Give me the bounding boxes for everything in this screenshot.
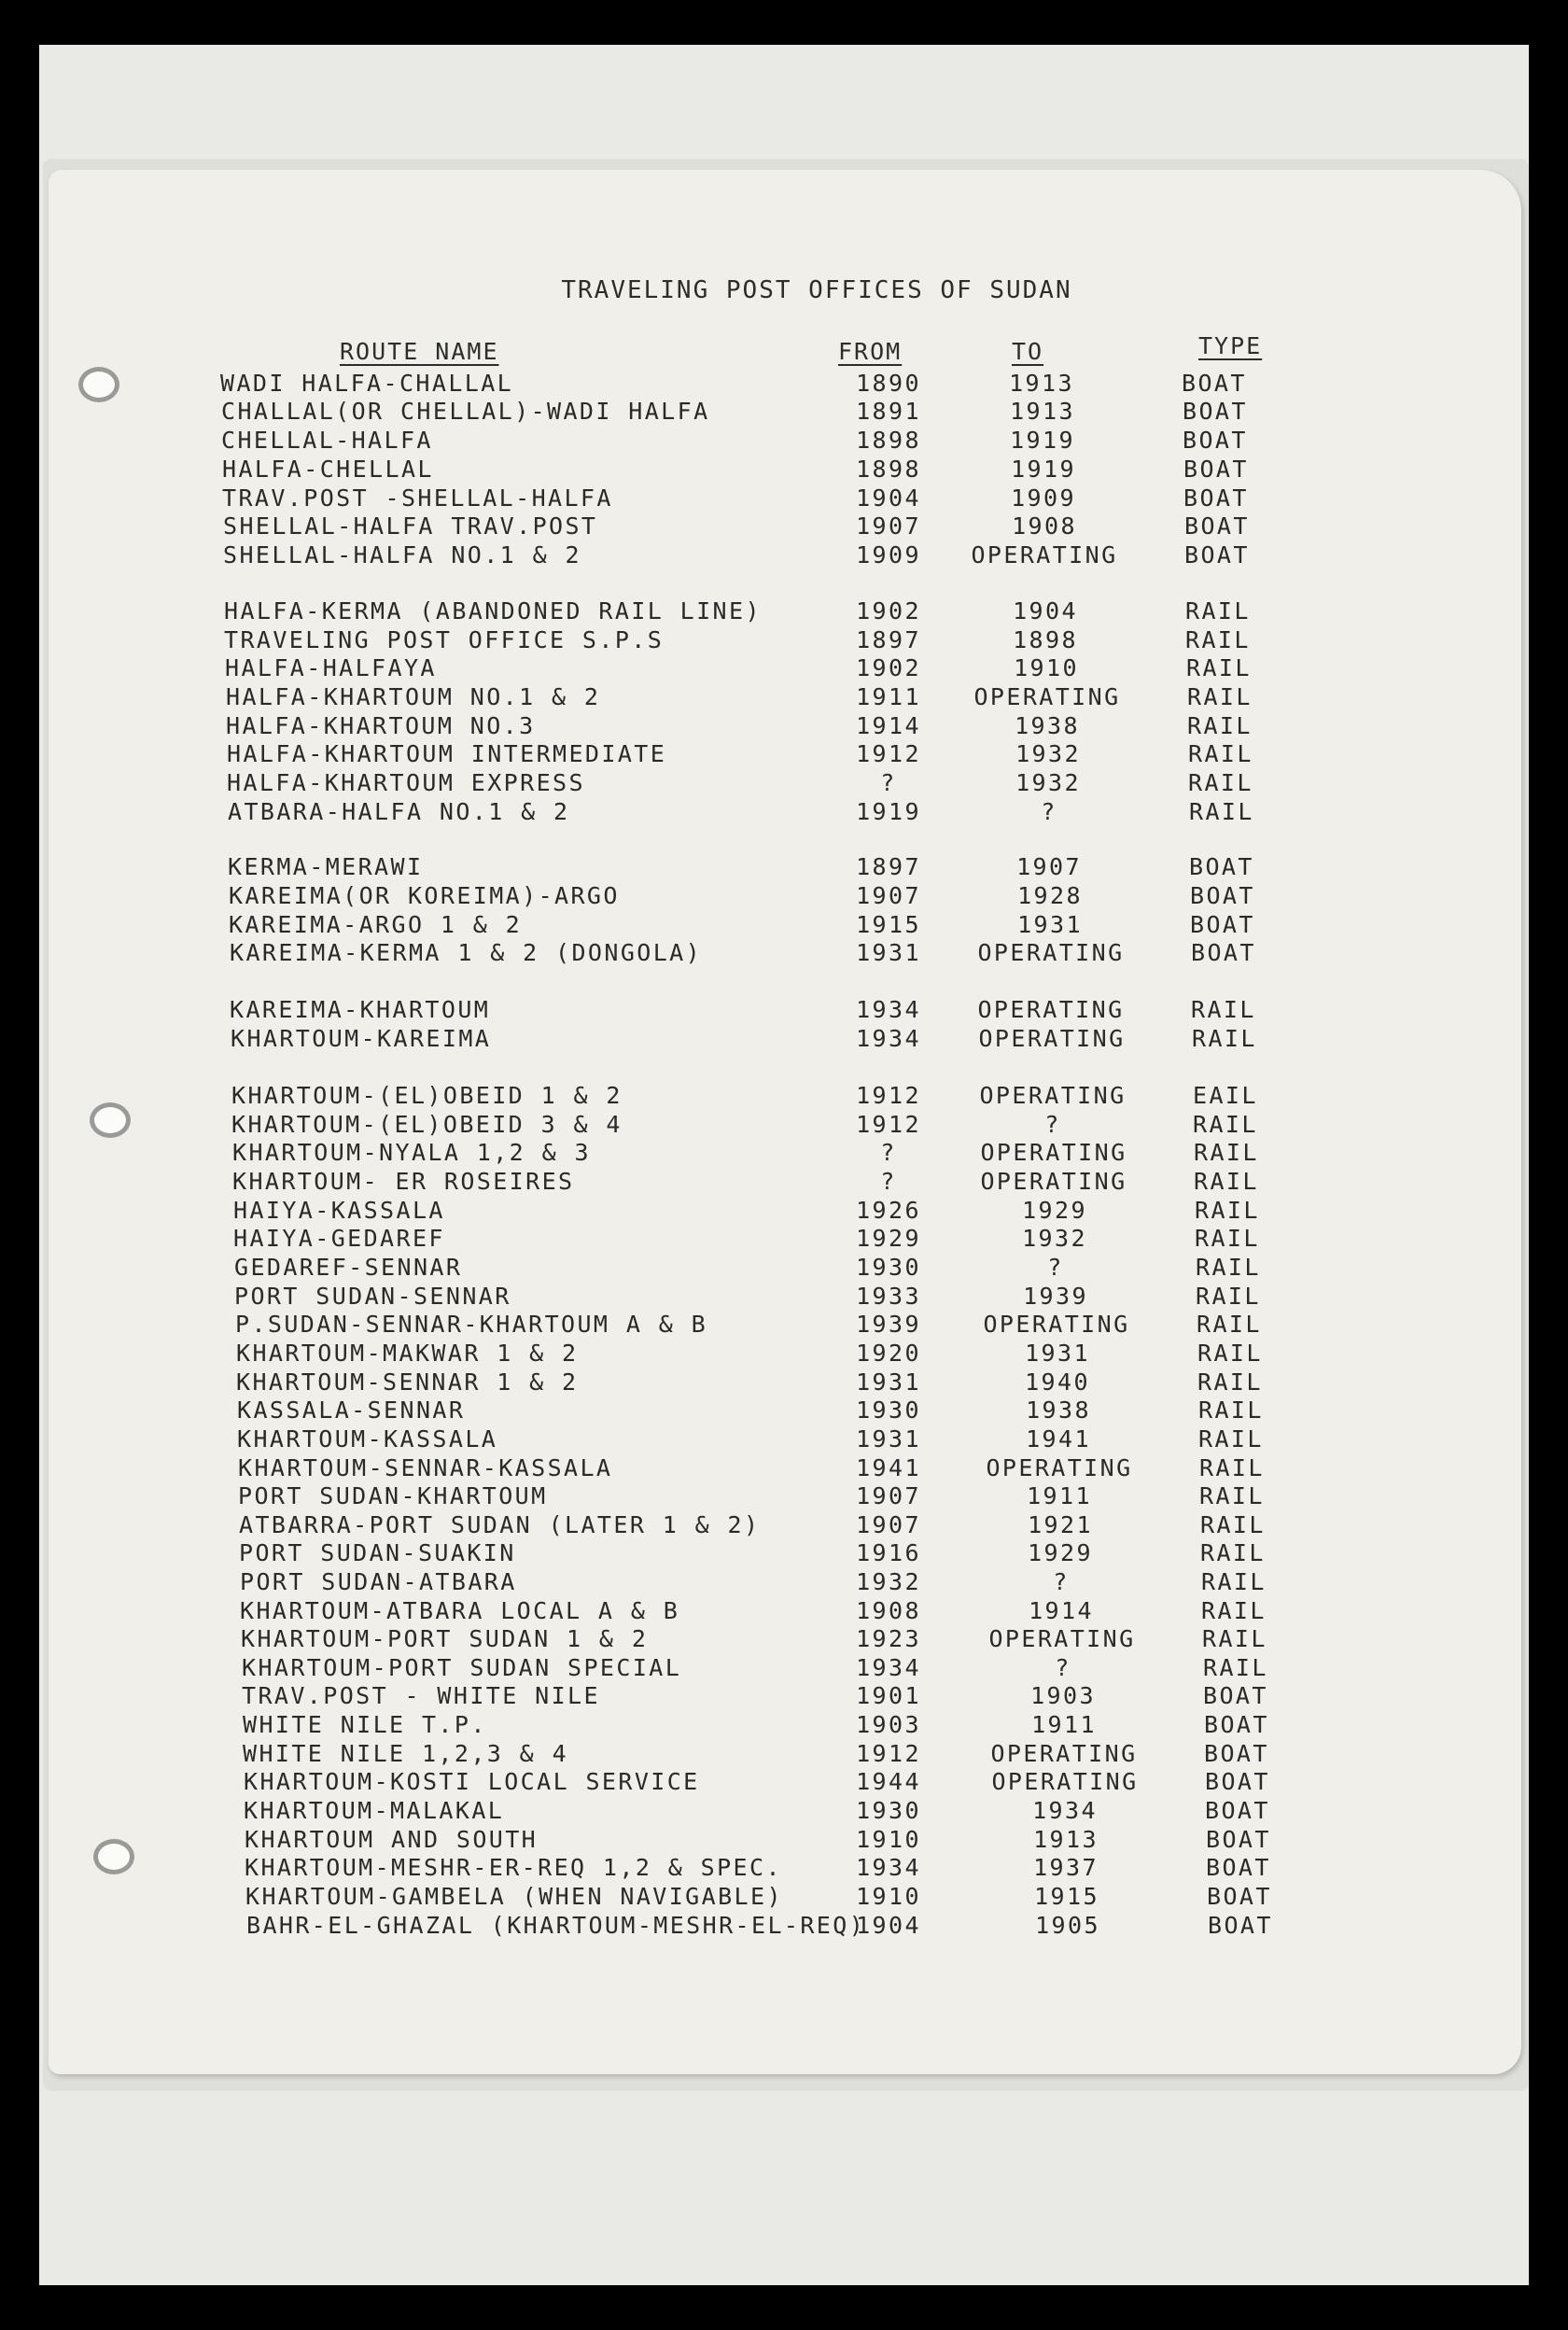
route-name-cell: PORT SUDAN-ATBARA — [240, 1568, 517, 1595]
to-year-cell: OPERATING — [980, 1168, 1127, 1195]
from-year-cell: 1907 — [856, 512, 921, 540]
from-year-cell: 1914 — [856, 712, 921, 739]
to-year-cell: 1903 — [1030, 1682, 1096, 1709]
from-year-cell: 1939 — [856, 1311, 921, 1338]
type-cell: RAIL — [1186, 654, 1252, 681]
table-row — [238, 1482, 1321, 1510]
to-year-cell: 1919 — [1010, 427, 1075, 454]
table-row — [236, 1340, 1319, 1368]
table-row — [231, 1082, 1314, 1110]
to-year-cell: OPERATING — [980, 1139, 1127, 1166]
from-year-cell: 1890 — [856, 370, 921, 397]
table-row — [232, 1168, 1315, 1196]
to-year-cell: 1904 — [1013, 597, 1078, 625]
type-cell: RAIL — [1196, 1283, 1261, 1310]
from-year-cell: 1941 — [856, 1454, 921, 1481]
type-cell: BOAT — [1191, 939, 1256, 966]
table-row — [228, 853, 1310, 881]
table-row — [239, 1539, 1322, 1567]
type-cell: RAIL — [1194, 1168, 1259, 1195]
to-year-cell: 1915 — [1034, 1883, 1099, 1910]
type-cell: BOAT — [1205, 1768, 1270, 1795]
header-route-name: ROUTE NAME — [340, 338, 499, 365]
table-row — [240, 1597, 1323, 1625]
type-cell: RAIL — [1201, 1568, 1267, 1595]
table-row — [238, 1454, 1321, 1482]
from-year-cell: 1926 — [856, 1197, 921, 1224]
table-row — [233, 1197, 1316, 1225]
route-name-cell: KHARTOUM AND SOUTH — [245, 1826, 539, 1853]
type-cell: BOAT — [1183, 427, 1248, 454]
route-name-cell: KHARTOUM-ATBARA LOCAL A & B — [240, 1597, 680, 1624]
type-cell: RAIL — [1198, 1425, 1264, 1453]
to-year-cell: ? — [1044, 1111, 1061, 1138]
type-cell: RAIL — [1196, 1254, 1261, 1281]
type-cell: RAIL — [1200, 1539, 1266, 1566]
from-year-cell: 1910 — [856, 1826, 921, 1853]
to-year-cell: 1934 — [1032, 1797, 1098, 1824]
to-year-cell: 1919 — [1011, 456, 1076, 483]
table-row — [244, 1797, 1326, 1825]
to-year-cell: 1931 — [1025, 1340, 1090, 1367]
to-year-cell: 1908 — [1012, 512, 1077, 540]
to-year-cell: 1913 — [1010, 398, 1075, 425]
to-year-cell: OPERATING — [990, 1740, 1138, 1767]
from-year-cell: 1909 — [856, 541, 921, 568]
type-cell: RAIL — [1193, 1111, 1258, 1138]
from-year-cell: ? — [880, 1139, 897, 1166]
table-row — [235, 1311, 1318, 1339]
table-row — [243, 1740, 1325, 1768]
from-year-cell: 1930 — [856, 1397, 921, 1424]
table-row — [226, 712, 1309, 740]
to-year-cell: 1921 — [1028, 1511, 1093, 1538]
table-row — [240, 1568, 1323, 1596]
route-name-cell: TRAV.POST - WHITE NILE — [242, 1682, 600, 1709]
type-cell: RAIL — [1195, 1225, 1260, 1252]
type-cell: BOAT — [1183, 484, 1249, 512]
table-row — [239, 1511, 1322, 1539]
route-name-cell: KHARTOUM- ER ROSEIRES — [232, 1168, 575, 1195]
from-year-cell: 1897 — [856, 626, 921, 653]
table-row — [228, 798, 1310, 826]
type-cell: EAIL — [1193, 1082, 1258, 1109]
from-year-cell: 1929 — [856, 1225, 921, 1252]
from-year-cell: 1891 — [856, 398, 921, 425]
table-row — [221, 427, 1304, 455]
table-row — [224, 597, 1307, 625]
to-year-cell: 1937 — [1033, 1854, 1099, 1881]
route-name-cell: KAREIMA(OR KOREIMA)-ARGO — [229, 882, 620, 909]
from-year-cell: 1920 — [856, 1340, 921, 1367]
to-year-cell: OPERATING — [973, 683, 1121, 710]
route-name-cell: BAHR-EL-GHAZAL (KHARTOUM-MESHR-EL-REQ) — [246, 1912, 866, 1939]
header-to: TO — [1012, 338, 1044, 365]
route-name-cell: KHARTOUM-PORT SUDAN 1 & 2 — [241, 1625, 649, 1652]
to-year-cell: 1938 — [1026, 1397, 1091, 1424]
to-year-cell: OPERATING — [979, 1082, 1127, 1109]
type-cell: RAIL — [1185, 597, 1251, 625]
type-cell: BOAT — [1184, 512, 1250, 540]
from-year-cell: 1931 — [856, 1425, 921, 1453]
table-row — [246, 1912, 1329, 1940]
from-year-cell: 1904 — [856, 1912, 921, 1939]
table-row — [224, 626, 1307, 654]
to-year-cell: 1931 — [1017, 911, 1083, 938]
type-cell: BOAT — [1182, 370, 1247, 397]
table-row — [230, 939, 1312, 967]
table-row — [227, 769, 1309, 797]
type-cell: BOAT — [1208, 1912, 1273, 1939]
to-year-cell: 1914 — [1029, 1597, 1094, 1624]
from-year-cell: 1934 — [856, 1654, 921, 1681]
route-name-cell: KHARTOUM-(EL)OBEID 1 & 2 — [231, 1082, 623, 1109]
to-year-cell: ? — [1053, 1568, 1070, 1595]
table-row — [234, 1254, 1317, 1282]
to-year-cell: 1928 — [1017, 882, 1083, 909]
type-cell: RAIL — [1191, 996, 1256, 1023]
route-name-cell: HAIYA-GEDAREF — [233, 1225, 445, 1252]
table-row — [231, 1111, 1314, 1139]
from-year-cell: ? — [880, 769, 897, 796]
type-cell: RAIL — [1194, 1139, 1259, 1166]
from-year-cell: 1934 — [856, 1025, 921, 1052]
route-name-cell: KHARTOUM-KAREIMA — [231, 1025, 492, 1052]
to-year-cell: OPERATING — [988, 1625, 1136, 1652]
table-row — [222, 484, 1305, 512]
from-year-cell: 1912 — [856, 1111, 921, 1138]
from-year-cell: 1907 — [856, 1482, 921, 1509]
type-cell: RAIL — [1197, 1369, 1263, 1396]
from-year-cell: 1902 — [856, 597, 921, 625]
route-name-cell: KASSALA-SENNAR — [237, 1397, 466, 1424]
route-name-cell: GEDAREF-SENNAR — [234, 1254, 463, 1281]
type-cell: RAIL — [1199, 1482, 1265, 1509]
type-cell: RAIL — [1187, 683, 1253, 710]
from-year-cell: 1930 — [856, 1797, 921, 1824]
from-year-cell: 1944 — [856, 1768, 921, 1795]
route-name-cell: PORT SUDAN-SENNAR — [234, 1283, 511, 1310]
route-name-cell: HALFA-KHARTOUM INTERMEDIATE — [227, 740, 667, 767]
route-name-cell: CHALLAL(OR CHELLAL)-WADI HALFA — [221, 398, 710, 425]
table-row — [237, 1397, 1320, 1425]
table-row — [229, 882, 1311, 910]
table-row — [227, 740, 1309, 768]
to-year-cell: 1913 — [1033, 1826, 1099, 1853]
to-year-cell: 1911 — [1027, 1482, 1092, 1509]
from-year-cell: 1911 — [856, 683, 921, 710]
from-year-cell: 1910 — [856, 1883, 921, 1910]
from-year-cell: 1912 — [856, 740, 921, 767]
table-row — [242, 1682, 1324, 1710]
type-cell: RAIL — [1197, 1311, 1262, 1338]
table-row — [242, 1654, 1324, 1682]
type-cell: BOAT — [1205, 1797, 1270, 1824]
route-name-cell: HALFA-KHARTOUM EXPRESS — [227, 769, 585, 796]
from-year-cell: 1934 — [856, 1854, 921, 1881]
from-year-cell: 1931 — [856, 939, 921, 966]
type-cell: RAIL — [1203, 1654, 1268, 1681]
route-name-cell: KAREIMA-KERMA 1 & 2 (DONGOLA) — [230, 939, 703, 966]
to-year-cell: 1929 — [1028, 1539, 1093, 1566]
to-year-cell: 1932 — [1015, 740, 1081, 767]
type-cell: BOAT — [1190, 882, 1255, 909]
table-row — [245, 1883, 1328, 1911]
type-cell: RAIL — [1195, 1197, 1260, 1224]
type-cell: BOAT — [1207, 1883, 1272, 1910]
type-cell: BOAT — [1190, 911, 1255, 938]
from-year-cell: 1916 — [856, 1539, 921, 1566]
to-year-cell: OPERATING — [977, 996, 1125, 1023]
table-row — [223, 541, 1306, 569]
type-cell: RAIL — [1188, 740, 1253, 767]
route-name-cell: KHARTOUM-PORT SUDAN SPECIAL — [242, 1654, 682, 1681]
table-row — [220, 370, 1303, 398]
from-year-cell: 1919 — [856, 798, 921, 825]
table-row — [229, 911, 1311, 939]
to-year-cell: ? — [1047, 1254, 1064, 1281]
type-cell: RAIL — [1198, 1397, 1264, 1424]
type-cell: BOAT — [1189, 853, 1254, 880]
from-year-cell: 1908 — [856, 1597, 921, 1624]
table-row — [237, 1425, 1320, 1453]
from-year-cell: 1907 — [856, 882, 921, 909]
from-year-cell: 1901 — [856, 1682, 921, 1709]
from-year-cell: 1902 — [856, 654, 921, 681]
header-from: FROM — [838, 338, 903, 365]
to-year-cell: 1898 — [1013, 626, 1078, 653]
route-name-cell: WHITE NILE T.P. — [243, 1711, 487, 1738]
header-type: TYPE — [1198, 332, 1263, 359]
route-name-cell: KERMA-MERAWI — [228, 853, 424, 880]
type-cell: BOAT — [1204, 1740, 1269, 1767]
route-name-cell: KHARTOUM-GAMBELA (WHEN NAVIGABLE) — [245, 1883, 783, 1910]
to-year-cell: 1939 — [1023, 1283, 1088, 1310]
route-name-cell: PORT SUDAN-KHARTOUM — [238, 1482, 548, 1509]
table-row — [222, 456, 1305, 484]
route-name-cell: KHARTOUM-MAKWAR 1 & 2 — [236, 1340, 579, 1367]
to-year-cell: 1911 — [1031, 1711, 1097, 1738]
route-name-cell: KHARTOUM-KOSTI LOCAL SERVICE — [244, 1768, 700, 1795]
table-row — [245, 1826, 1327, 1854]
to-year-cell: 1938 — [1015, 712, 1080, 739]
route-name-cell: KHARTOUM-KASSALA — [237, 1425, 498, 1453]
route-name-cell: ATBARRA-PORT SUDAN (LATER 1 & 2) — [239, 1511, 761, 1538]
route-name-cell: KAREIMA-ARGO 1 & 2 — [229, 911, 523, 938]
from-year-cell: 1903 — [856, 1711, 921, 1738]
route-name-cell: PORT SUDAN-SUAKIN — [239, 1539, 516, 1566]
type-cell: RAIL — [1185, 626, 1251, 653]
to-year-cell: 1910 — [1014, 654, 1079, 681]
table-row — [236, 1369, 1319, 1397]
from-year-cell: 1934 — [856, 996, 921, 1023]
route-name-cell: KHARTOUM-SENNAR-KASSALA — [238, 1454, 613, 1481]
to-year-cell: OPERATING — [971, 541, 1118, 568]
table-row — [230, 996, 1312, 1024]
to-year-cell: 1905 — [1035, 1912, 1100, 1939]
route-name-cell: SHELLAL-HALFA TRAV.POST — [223, 512, 598, 540]
route-name-cell: TRAV.POST -SHELLAL-HALFA — [222, 484, 613, 512]
to-year-cell: OPERATING — [991, 1768, 1139, 1795]
type-cell: BOAT — [1183, 456, 1249, 483]
table-row — [241, 1625, 1323, 1653]
from-year-cell: ? — [880, 1168, 897, 1195]
to-year-cell: 1909 — [1011, 484, 1076, 512]
table-row — [221, 398, 1304, 426]
page-title: TRAVELING POST OFFICES OF SUDAN — [561, 276, 1072, 304]
route-name-cell: HALFA-KHARTOUM NO.3 — [226, 712, 536, 739]
route-name-cell: CHELLAL-HALFA — [221, 427, 433, 454]
from-year-cell: 1897 — [856, 853, 921, 880]
to-year-cell: 1932 — [1015, 769, 1081, 796]
route-name-cell: HALFA-CHELLAL — [222, 456, 434, 483]
route-name-cell: TRAVELING POST OFFICE S.P.S — [224, 626, 665, 653]
type-cell: RAIL — [1200, 1511, 1266, 1538]
from-year-cell: 1907 — [856, 1511, 921, 1538]
table-row — [226, 683, 1309, 711]
to-year-cell: 1913 — [1009, 370, 1074, 397]
to-year-cell: OPERATING — [977, 939, 1125, 966]
table-row — [223, 512, 1306, 540]
from-year-cell: 1912 — [856, 1740, 921, 1767]
to-year-cell: ? — [1055, 1654, 1071, 1681]
type-cell: RAIL — [1201, 1597, 1267, 1624]
to-year-cell: ? — [1041, 798, 1057, 825]
route-name-cell: HAIYA-KASSALA — [233, 1197, 445, 1224]
type-cell: BOAT — [1203, 1682, 1268, 1709]
from-year-cell: 1912 — [856, 1082, 921, 1109]
from-year-cell: 1931 — [856, 1369, 921, 1396]
type-cell: RAIL — [1189, 798, 1254, 825]
from-year-cell: 1923 — [856, 1625, 921, 1652]
to-year-cell: OPERATING — [986, 1454, 1133, 1481]
route-name-cell: KHARTOUM-MALAKAL — [244, 1797, 505, 1824]
table-row — [231, 1025, 1313, 1053]
to-year-cell: OPERATING — [978, 1025, 1126, 1052]
from-year-cell: 1898 — [856, 456, 921, 483]
type-cell: RAIL — [1199, 1454, 1265, 1481]
from-year-cell: 1898 — [856, 427, 921, 454]
table-row — [245, 1854, 1327, 1882]
to-year-cell: 1932 — [1022, 1225, 1087, 1252]
route-name-cell: SHELLAL-HALFA NO.1 & 2 — [223, 541, 581, 568]
route-name-cell: KHARTOUM-(EL)OBEID 3 & 4 — [231, 1111, 623, 1138]
from-year-cell: 1933 — [856, 1283, 921, 1310]
from-year-cell: 1930 — [856, 1254, 921, 1281]
type-cell: BOAT — [1183, 398, 1248, 425]
to-year-cell: OPERATING — [983, 1311, 1130, 1338]
table-row — [233, 1225, 1316, 1253]
route-name-cell: P.SUDAN-SENNAR-KHARTOUM A & B — [235, 1311, 708, 1338]
route-name-cell: HALFA-KHARTOUM NO.1 & 2 — [226, 683, 601, 710]
to-year-cell: 1929 — [1022, 1197, 1087, 1224]
route-name-cell: KHARTOUM-SENNAR 1 & 2 — [236, 1369, 579, 1396]
route-name-cell: WADI HALFA-CHALLAL — [220, 370, 514, 397]
from-year-cell: 1915 — [856, 911, 921, 938]
type-cell: BOAT — [1206, 1826, 1271, 1853]
table-row — [234, 1283, 1317, 1311]
type-cell: RAIL — [1202, 1625, 1267, 1652]
type-cell: RAIL — [1197, 1340, 1263, 1367]
table-row — [243, 1711, 1325, 1739]
table-row — [225, 654, 1308, 682]
route-name-cell: KHARTOUM-NYALA 1,2 & 3 — [232, 1139, 591, 1166]
from-year-cell: 1932 — [856, 1568, 921, 1595]
route-name-cell: ATBARA-HALFA NO.1 & 2 — [228, 798, 570, 825]
from-year-cell: 1904 — [856, 484, 921, 512]
route-name-cell: KHARTOUM-MESHR-ER-REQ 1,2 & SPEC. — [245, 1854, 782, 1881]
route-name-cell: KAREIMA-KHARTOUM — [230, 996, 491, 1023]
to-year-cell: 1940 — [1025, 1369, 1090, 1396]
type-cell: BOAT — [1206, 1854, 1271, 1881]
route-name-cell: WHITE NILE 1,2,3 & 4 — [243, 1740, 569, 1767]
route-name-cell: HALFA-HALFAYA — [225, 654, 437, 681]
route-name-cell: HALFA-KERMA (ABANDONED RAIL LINE) — [224, 597, 762, 625]
table-row — [232, 1139, 1315, 1167]
type-cell: RAIL — [1187, 712, 1253, 739]
to-year-cell: 1941 — [1026, 1425, 1091, 1453]
type-cell: BOAT — [1184, 541, 1250, 568]
type-cell: BOAT — [1204, 1711, 1269, 1738]
type-cell: RAIL — [1188, 769, 1253, 796]
type-cell: RAIL — [1192, 1025, 1257, 1052]
table-row — [244, 1768, 1326, 1796]
to-year-cell: 1907 — [1016, 853, 1082, 880]
